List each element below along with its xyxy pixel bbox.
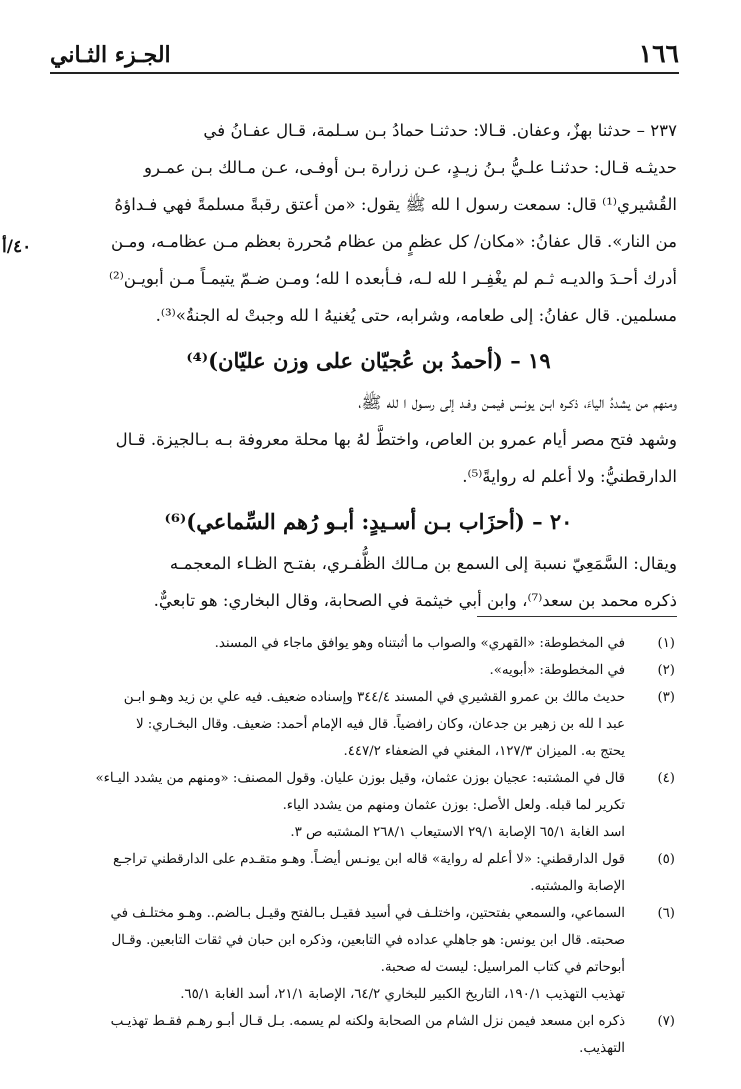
footnote-line: التهذيب.	[579, 1041, 625, 1056]
footnote-line: السماعي، والسمعي بفتحتين، واختلـف في أسيد فقيـل بـالفتح وقيـل بـالضم.. وهـو مختلـف في	[110, 906, 625, 921]
footnote-line: صحبته. قال ابن يونس: هو جاهلي عداده في التابعين، وذكره ابن حبان في ثقات التابعين. وقـال	[111, 933, 625, 948]
footnote-number: (٥)	[657, 852, 675, 867]
text-line: أدرك أحـدَ والديـه ثـم لم يغْفِـر ا لله لـه، فـأبعده ا لله؛ ومـن ضـمّ يتيمـاً مـن أبويـن⁽²⁾	[108, 269, 677, 288]
footnote-7	[60, 1008, 675, 1062]
entry-19-paragraph	[60, 384, 677, 495]
footnote-6	[60, 900, 675, 1008]
text-line: حديثـه قـال: حدثنـا علـيُّ بـنُ زيـدٍ، عـن زرارة بـن أوفـى، عـن مـالك بـن عمـرو	[143, 158, 677, 177]
footnote-line: تكرير لما قبله. ولعل الأصل: بوزن عثمان ومنهم من يشدد الياء.	[282, 798, 625, 813]
main-text	[60, 112, 677, 619]
footnote-line: عبد ا لله بن زهير بن جدعان، وكان رافضياً. قال فيه الإمام أحمد: ضعيف. وقال البخـاري: لا	[135, 717, 625, 732]
text-line: وشهد فتح مصر أيام عمرو بن العاص، واختطَّ لهُ بها محلة معروفة بـه بـالجيزة. قـال	[115, 430, 677, 449]
entry-20-paragraph	[60, 545, 677, 619]
footnote-1	[60, 630, 675, 657]
text-line: القُشيري⁽¹⁾ قال: سمعت رسول ا لله ﷺ يقول: «من أعتق رقبةً مسلمةً فهي فـداؤهُ	[114, 195, 677, 214]
entry-heading-20: ٢٠ – (أحزَاب بـن أسـيدٍ: أبـو رُهم السِّماعي)⁽⁶⁾	[164, 509, 573, 534]
footnote-number: (٤)	[657, 771, 675, 786]
footnote-line: أبوحاتم في كتاب المراسيل: ليست له صحبة.	[380, 960, 625, 975]
footnote-separator	[477, 616, 677, 617]
footnote-line: تهذيب التهذيب ١٩٠/١، التاريخ الكبير للبخاري ٦٤/٢، الإصابة ٢١/١، أسد الغابة ٦٥/١.	[180, 987, 625, 1002]
footnote-line: ذكره ابن مسعد فيمن نزل الشام من الصحابة ولكنه لم يسمه. بـل قـال أبـو رهـم فقـط تهذيـب	[110, 1014, 625, 1029]
footnote-line: قول الدارقطني: «لا أعلم له رواية» قاله ابن يونـس أيضـاً. وهـو متقـدم على الدارقطني تراجـع	[112, 852, 625, 867]
footnote-number: (١)	[657, 636, 675, 651]
text-line: مسلمين. قال عفانُ: إلى طعامه، وشرابه، حتى يُغنيهُ ا لله وجبتْ له الجنةُ»⁽³⁾.	[155, 306, 677, 325]
footnote-line: في المخطوطة: «القهري» والصواب ما أثبتناه وهو يوافق ماجاء في المسند.	[214, 636, 625, 651]
page-header	[50, 32, 679, 74]
entry-heading-19: ١٩ – (أحمدُ بن عُجيّان على وزن عليّان)⁽⁴⁾	[186, 348, 551, 373]
footnotes	[60, 630, 675, 1062]
footnote-number: (٢)	[657, 663, 675, 678]
footnote-number: (٦)	[657, 906, 675, 921]
footnote-number: (٣)	[657, 690, 675, 705]
footnote-3	[60, 684, 675, 765]
manuscript-folio-marker: ٤٠/أ	[2, 237, 32, 257]
text-line: الدارقطنيُّ: ولا أعلم له روايةً⁽⁵⁾.	[462, 467, 677, 486]
footnote-line: اسد الغابة ٦٥/١ الإصابة ٢٩/١ الاستيعاب ٢٦٨/١ المشتبه ص ٣.	[290, 825, 625, 840]
page-number: ١٦٦	[638, 39, 679, 68]
text-line: من النار». قال عفانُ: «مكان/ كل عظمٍ من عظام مُحررة بعظم مـن عظامـه، ومـن	[111, 232, 677, 251]
footnote-4	[60, 765, 675, 846]
footnote-line: يحتج به. الميزان ١٢٧/٣، المغني في الضعفاء ٤٤٧/٢.	[343, 744, 625, 759]
hadith-237-paragraph	[60, 112, 677, 334]
footnote-number: (٧)	[657, 1014, 675, 1029]
footnote-2	[60, 657, 675, 684]
footnote-line: حديث مالك بن عمرو القشيري في المسند ٣٤٤/٤ وإسناده ضعيف. فيه علي بن زيد وهـو ابـن	[123, 690, 625, 705]
running-title: الجـزء الثـاني	[50, 42, 171, 68]
text-line: ويقال: السَّمَعِيّ نسبة إلى السمع بن مـالك الظُّفـري، بفتـح الظـاء المعجمـه	[169, 554, 677, 573]
footnote-5	[60, 846, 675, 900]
footnote-line: قال في المشتبه: عجيان بوزن عثمان، وقيل بوزن عليان. وقول المصنف: «ومنهم من يشدد اليـاء»	[95, 771, 625, 786]
footnote-line: في المخطوطة: «أبويه».	[489, 663, 625, 678]
text-line: ٢٣٧ – حدثنا بهزٌ، وعفان. قـالا: حدثنـا حمادُ بـن سـلمة، قـال عفـانُ في	[203, 121, 677, 140]
footnote-line: الإصابة والمشتبه.	[530, 879, 625, 894]
text-line: ومنهم من يشددُ الياءَ، ذكـره ابـن يونـس فيمـن وفـد إلى رسـول ا لله ﷺ،	[358, 393, 677, 412]
text-line: ذكره محمد بن سعد⁽⁷⁾، وابن أبي خيثمة في الصحابة، وقال البخاري: هو تابعيٌّ.	[153, 591, 677, 610]
